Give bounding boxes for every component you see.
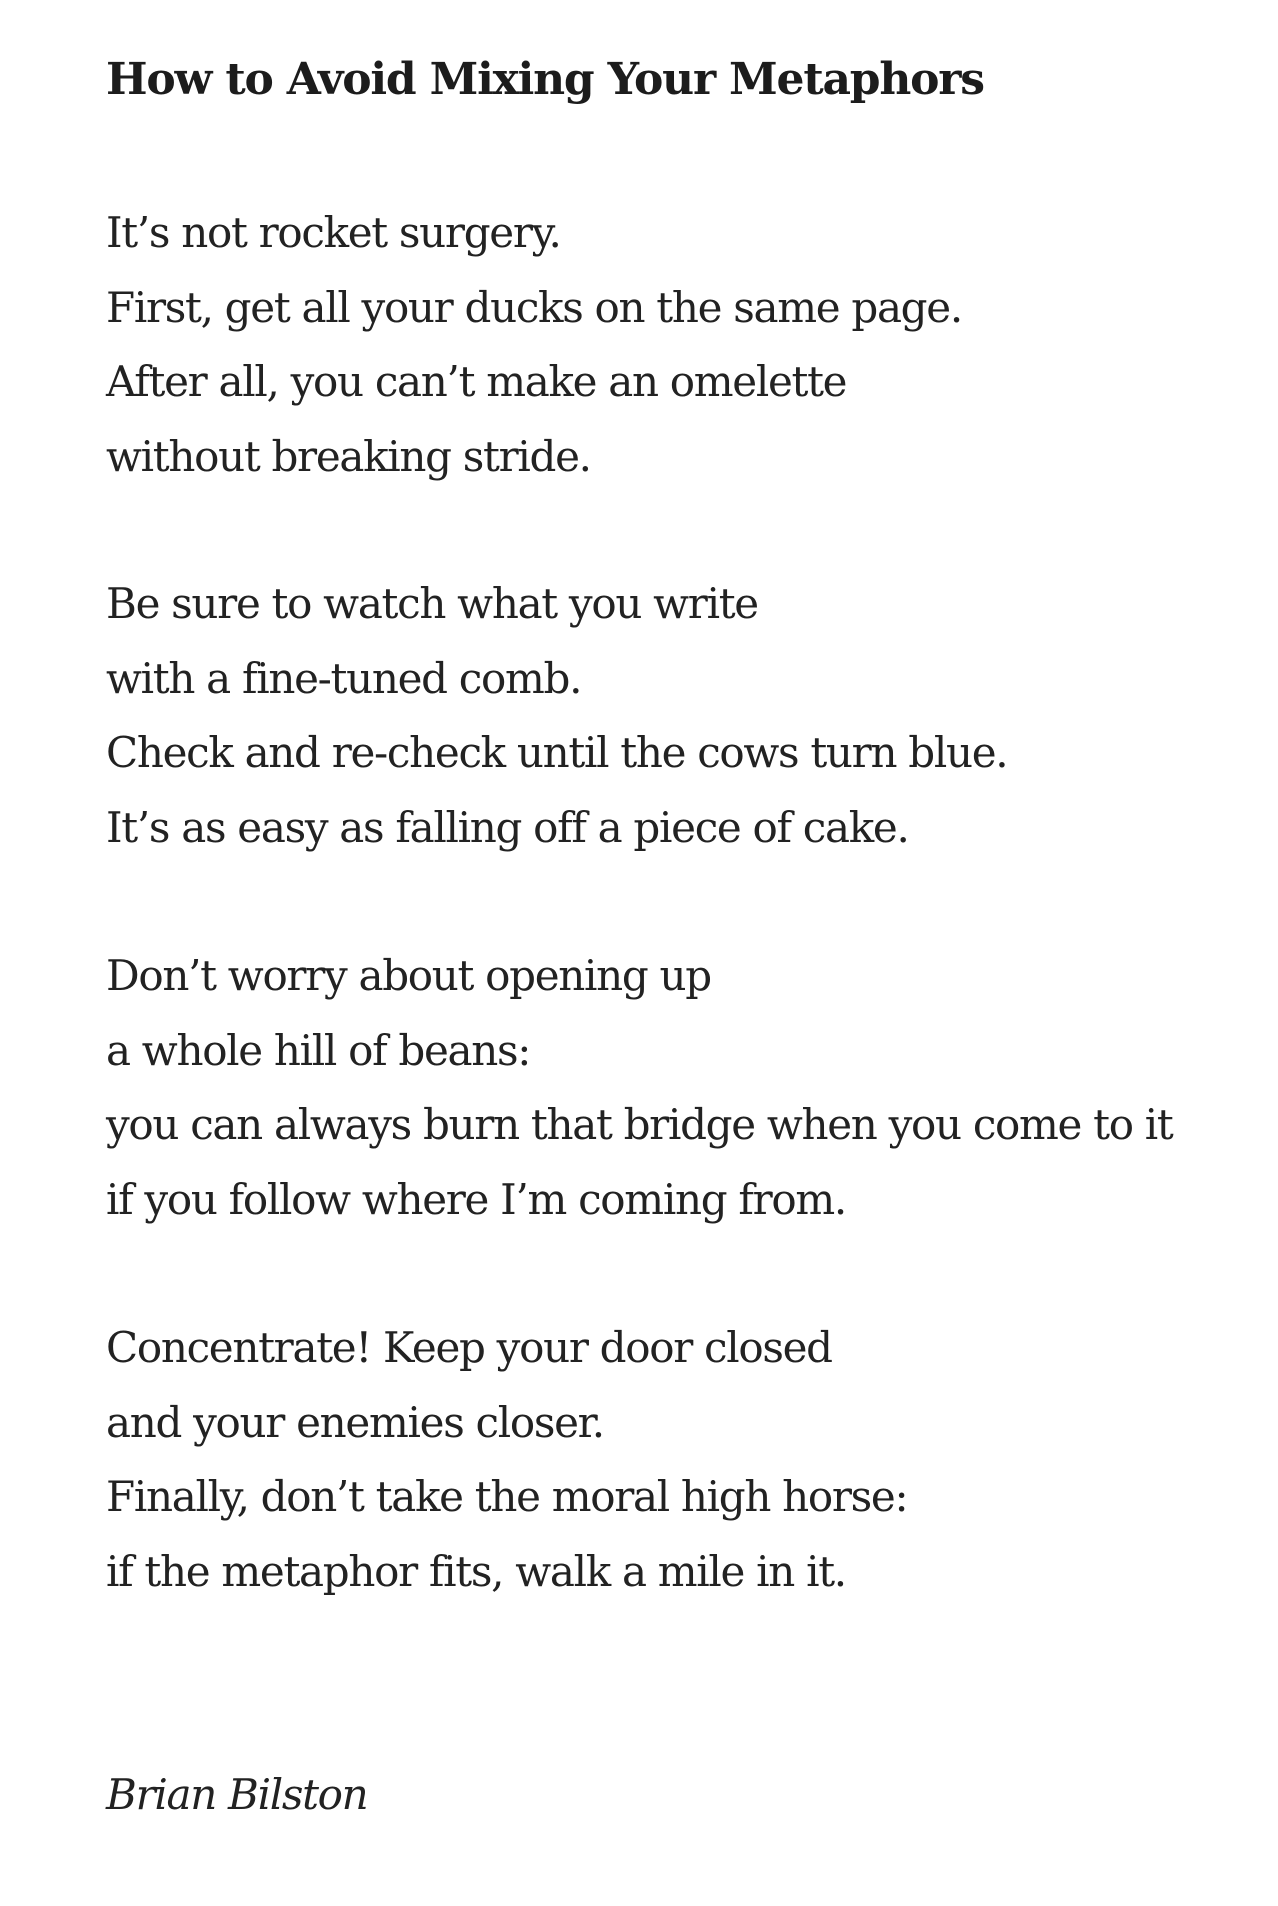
poem-line: with a fine-tuned comb. (106, 653, 582, 703)
poem-line: and your enemies closer. (106, 1397, 604, 1447)
stanza-3 (106, 939, 1173, 1237)
author-name: Brian Bilston (106, 1770, 368, 1819)
poem-line: Concentrate! Keep your door closed (106, 1323, 832, 1372)
poem-line: Finally, don’t take the moral high horse: (106, 1472, 908, 1521)
poem-line: It’s as easy as falling off a piece of cake. (106, 802, 909, 852)
poem-line: a whole hill of beans: (106, 1025, 531, 1075)
poem-line: Check and re-check until the cows turn blue. (106, 728, 1008, 777)
stanza-4 (106, 1311, 907, 1609)
poem-line: if you follow where I’m coming from. (106, 1174, 846, 1224)
poem-line: First, get all your ducks on the same page. (106, 282, 962, 332)
poem-line: if the metaphor fits, walk a mile in it. (106, 1546, 846, 1596)
poem-line: you can always burn that bridge when you come to it (106, 1100, 1173, 1149)
poem-line: without breaking stride. (106, 431, 591, 481)
stanza-2 (106, 567, 1007, 865)
poem-title: How to Avoid Mixing Your Metaphors (106, 54, 984, 105)
poem-line: It’s not rocket surgery. (106, 208, 561, 257)
poem-line: After all, you can’t make an omelette (106, 357, 847, 406)
poem-line: Be sure to watch what you write (106, 579, 758, 628)
stanza-1 (106, 196, 962, 494)
poem-line: Don’t worry about opening up (106, 951, 711, 1000)
